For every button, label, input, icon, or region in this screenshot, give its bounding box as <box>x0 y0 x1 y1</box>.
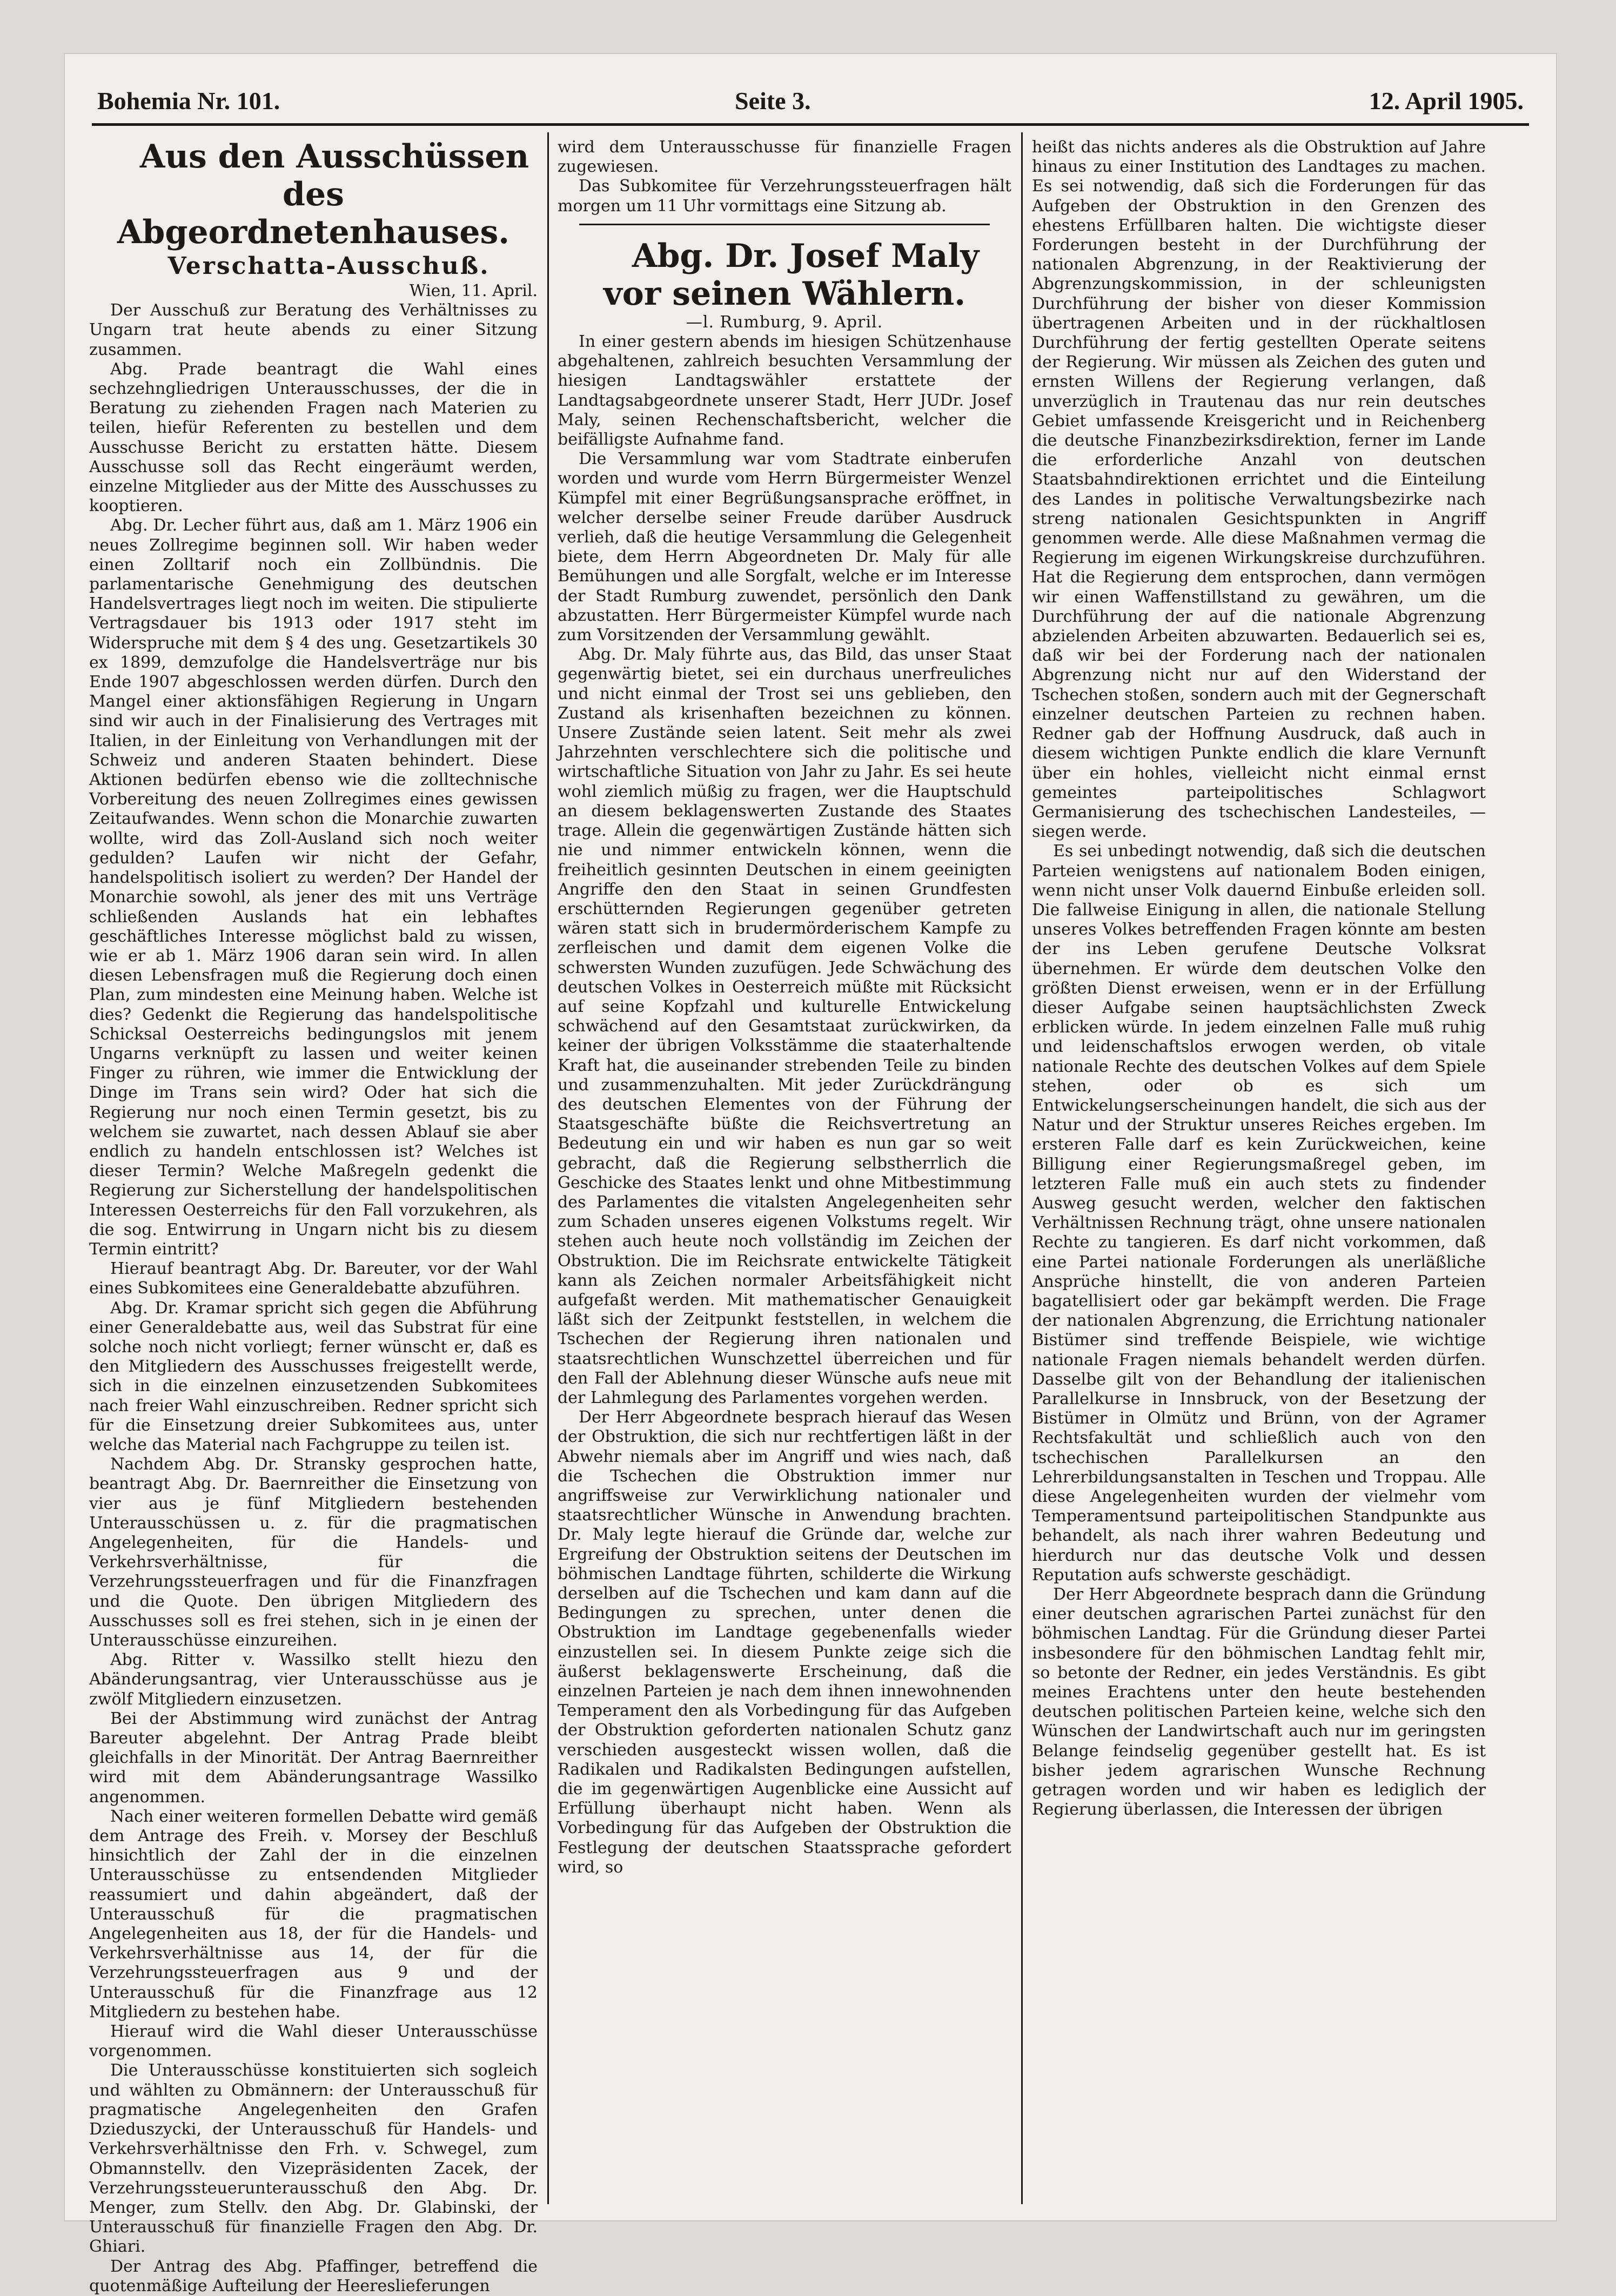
page-number: Seite 3. <box>735 87 811 115</box>
dateline: Wien, 11. April. <box>409 281 538 300</box>
paragraph: Abg. Dr. Lecher führt aus, daß am 1. März 1906 ein neues Zollregime beginnen soll. Wir haben weder einen Zolltarif noch ein Zollbündnis. Die parlamentarische Genehmigung des deutschen Handelsvertrages liegt noch im weiten. Die stipulierte Vertragsdauer bis 1913 oder 1917 steht im Widerspruche mit dem § 4 des ung. Gesetzartikels 30 ex 1899, demzufolge die Handelsverträge nur bis Ende 1907 abgeschlossen werden dürfen. Durch den Mangel einer aktionsfähigen Regierung in Ungarn sind wir auch in der Finalisierung des Vertrages mit Italien, in der Einleitung von Verhandlungen mit der Schweiz und anderen Staaten behindert. Diese Aktionen bedürfen ebenso wie die zolltechnische Vorbereitung des neuen Zollregimes eines gewissen Zeitaufwandes. Wenn schon die Monarchie zuwarten wollte, wird das Zoll-Ausland sich noch weiter gedulden? Laufen wir nicht der Gefahr, handelspolitisch isoliert zu werden? Der Handel der Monarchie sowohl, als jener des mit uns Verträge schließenden Auslands hat ein lebhaftes geschäftliches Interesse möglichst bald zu wissen, wie er ab 1. März 1906 daran sein wird. In allen diesen Lebensfragen muß die Regierung doch einen Plan, zum mindesten eine Meinung haben. Welche ist dies? Gedenkt die Regierung das handelspolitische Schicksal Oesterreichs bedingungslos mit jenem Ungarns verknüpft zu lassen und weiter keinen Finger zu rühren, wie immer die Entwicklung der Dinge im Trans sein wird? Oder hat sich die Regierung nur noch einen Termin gesetzt, bis zu welchem sie zuwartet, nach dessen Ablauf sie aber endlich zu handeln entschlossen ist? Welches ist dieser Termin? Welche Maßregeln gedenkt die Regierung zur Sicherstellung der handelspolitischen Interessen Oesterreichs für den Fall vorzukehren, als die sog. Entwirrung in Ungarn nicht bis zu diesem Termin eintritt? <box>89 516 538 1259</box>
column-2 <box>558 138 1011 2204</box>
paragraph: Abg. Dr. Maly führte aus, das Bild, das unser Staat gegenwärtig bietet, sei ein durchaus unerfreuliches und nicht einmal der Trost sei uns geblieben, den Zustand als krisenhaften bezeichnen zu können. Unsere Zustände seien latent. Seit mehr als zwei Jahrzehnten verschlechtere sich die politische und wirtschaftliche Situation von Jahr zu Jahr. Es sei heute wohl ziemlich müßig zu fragen, wer die Hauptschuld an diesem beklagenswerten Zustande des Staates trage. Allein die gegenwärtigen Zustände hätten sich nie und nimmer entwickeln können, wenn die freiheitlich gesinnten Deutschen in einem geeinigten Angriffe den den Staat in seinen Grundfesten erschütternden Regierungen gegenüber getreten wären statt sich in brudermörderischem Kampfe zu zerfleischen und damit dem eigenen Volke die schwersten Wunden zuzufügen. Jede Schwächung des deutschen Volkes in Oesterreich müßte mit Rücksicht auf seine Kopfzahl und kulturelle Entwickelung schwächend auf den Gesamtstaat zurückwirken, da keiner der übrigen Volksstämme die staaterhaltende Kraft hat, die auseinander strebenden Teile zu binden und zusammenzuhalten. Mit jeder Zurückdrängung des deutschen Elementes von der Führung der Staatsgeschäfte büßte die Reichsvertretung an Bedeutung ein und wir haben es nun gar so weit gebracht, daß die Regierung selbstherrlich die Geschicke des Staates lenkt und ohne Mitbestimmung des Parlamentes die vitalsten Angelegenheiten sehr zum Schaden unseres eigenen Volkstums regelt. Wir stehen auch heute noch vollständig im Zeichen der Obstruktion. Die im Reichsrate entwickelte Tätigkeit kann als Zeichen normaler Arbeitsfähigkeit nicht aufgefaßt werden. Mit mathematischer Genauigkeit läßt sich der Zeitpunkt feststellen, in welchem die Tschechen der Regierung ihren nationalen und staatsrechtlichen Wunschzettel überreichen und für den Fall der Ablehnung dieser Wünsche aufs neue mit der Lahmlegung des Parlamentes vorgehen werden. <box>558 645 1011 1407</box>
column-3 <box>1032 138 1486 2204</box>
paragraph: Die Versammlung war vom Stadtrate einberufen worden und wurde vom Herrn Bürgermeister Wenzel Kümpfel mit einer Begrüßungsansprache eröffnet, in welcher derselbe seiner Freude darüber Ausdruck verlieh, daß die heutige Versammlung die Gelegenheit biete, dem Herrn Abgeordneten Dr. Maly für alle Bemühungen und alle Sorgfalt, welche er im Interesse der Stadt Rumburg zuwendet, persönlich den Dank abzustatten. Herr Bürgermeister Kümpfel wurde nach zum Vorsitzenden der Versammlung gewählt. <box>558 449 1011 645</box>
paragraph: Hierauf beantragt Abg. Dr. Bareuter, vor der Wahl eines Subkomitees eine Generaldebatte abzuführen. <box>89 1259 538 1298</box>
paragraph: Nachdem Abg. Dr. Stransky gesprochen hatte, beantragt Abg. Dr. Baernreither die Einsetzung von vier aus je fünf Mitgliedern bestehenden Unterausschüssen u. z. für die pragmatischen Angelegenheiten, für die Handels- und Verkehrsverhältnisse, für die Verzehrungssteuerfragen und für die Finanzfragen und die Quote. Den übrigen Mitgliedern des Ausschusses soll es frei stehen, sich in je einen der Unterausschüsse einzureihen. <box>89 1455 538 1650</box>
paragraph: Nach einer weiteren formellen Debatte wird gemäß dem Antrage des Freih. v. Morsey der Beschluß hinsichtlich der Zahl der in die einzelnen Unterausschüsse zu entsendenden Mitglieder reassumiert und dahin abgeändert, daß der Unterausschuß für die pragmatischen Angelegenheiten aus 18, der für die Handels- und Verkehrsverhältnisse aus 14, der für die Verzehrungssteuerfragen aus 9 und der Unterausschuß für die Finanzfrage aus 12 Mitgliedern zu bestehen habe. <box>89 1807 538 2022</box>
paragraph: Bei der Abstimmung wird zunächst der Antrag Bareuter abgelehnt. Der Antrag Prade bleibt gleichfalls in der Minorität. Der Antrag Baernreither wird mit dem Abänderungsantrage Wassilko angenommen. <box>89 1709 538 1807</box>
article-separator <box>579 224 990 225</box>
paragraph: Der Herr Abgeordnete besprach hierauf das Wesen der Obstruktion, die sich nur rechtfertigen läßt in der Abwehr niemals aber im Angriff und wies nach, daß die Tschechen die Obstruktion immer nur angriffsweise zur Verwirklichung nationaler und staatsrechtlicher Wünsche in Anwendung brachten. Dr. Maly legte hierauf die Gründe dar, welche zur Ergreifung der Obstruktion seitens der Deutschen im böhmischen Landtage führten, schilderte die Wirkung derselben auf die Tschechen und kam dann auf die Bedingungen zu sprechen, unter denen die Obstruktion im Landtage gegebenenfalls wieder einzustellen sei. In diesem Punkte zeige sich die äußerst beklagenswerte Erscheinung, daß die einzelnen Parteien je nach dem ihnen innewohnenden Temperament den als Vorbedingung für das Aufgeben der Obstruktion geforderten nationalen Schutz ganz verschieden ausgesteckt wissen wollen, daß die Radikalen und Radikalsten Bedingungen aufstellen, die im gegenwärtigen Augenblicke eine Aussicht auf Erfüllung überhaupt nicht haben. Wenn als Vorbedingung für das Aufgeben der Obstruktion die Festlegung der deutschen Staatssprache gefordert wird, so <box>558 1408 1011 1877</box>
column-divider-2 <box>1021 132 1023 2204</box>
column-divider-1 <box>547 132 549 2204</box>
issue-date: 12. April 1905. <box>1369 87 1524 115</box>
article-subheading: Verschatta-Ausschuß. <box>167 252 490 280</box>
page-header <box>97 76 1524 124</box>
paragraph: Abg. Dr. Kramar spricht sich gegen die Abführung einer Generaldebatte aus, weil das Substrat für eine solche noch nicht vorliegt; ferner wünscht er, daß es den Mitgliedern des Ausschusses freigestellt werde, sich in die einzelnen einzusetzenden Subkomitees nach freier Wahl einzuschreiben. Redner spricht sich für die Einsetzung dreier Subkomitees aus, unter welche das Material nach Fachgruppe zu teilen ist. <box>89 1298 538 1454</box>
article-heading: Aus den Ausschüssen des Abgeordnetenhauses. <box>117 138 529 251</box>
paragraph: Der Ausschuß zur Beratung des Verhältnisses zu Ungarn trat heute abends zu einer Sitzung zusammen. <box>89 301 538 359</box>
paragraph: Der Antrag des Abg. Pfaffinger, betreffend die quotenmäßige Aufteilung der Heereslieferungen <box>89 2257 538 2295</box>
paragraph: Es sei unbedingt notwendig, daß sich die deutschen Parteien wenigstens auf nationalem Boden einigen, wenn nicht unser Volk dauernd Einbuße erleiden soll. Die fallweise Einigung in allen, die nationale Stellung unseres Volkes betreffenden Fragen könnte am besten der ins Leben gerufene Deutsche Volksrat übernehmen. Er würde dem deutschen Volke den größten Dienst erweisen, wenn er in der Erfüllung dieser Aufgabe seinen hauptsächlichsten Zweck erblicken würde. In jedem einzelnen Falle muß ruhig und leidenschaftslos erwogen werden, ob vitale nationale Rechte des deutschen Volkes auf dem Spiele stehen, oder ob es sich um Entwickelungserscheinungen handelt, die sich aus der Natur und der Struktur unseres Reiches ergeben. Im ersteren Falle darf es kein Zurückweichen, keine Billigung einer Regierungsmaßregel geben, im letzteren Falle muß ein auch stets zu findender Ausweg gesucht werden, welcher den faktischen Verhältnissen Rechnung trägt, ohne unsere nationalen Rechte zu tangieren. Es darf nicht vorkommen, daß eine Partei nationale Forderungen als unerläßliche Ansprüche hinstellt, die von anderen Parteien bagatellisiert oder gar bekämpft werden. Die Frage der nationalen Abgrenzung, die Errichtung nationaler Bistümer sind treffende Beispiele, wie wichtige nationale Fragen niemals behandelt werden dürfen. Dasselbe gilt von der Behandlung der italienischen Parallelkurse in Innsbruck, von der Besetzung der Bistümer in Olmütz und Brünn, von der Agramer Rechtsfakultät und schließlich auch von den tschechischen Parallelkursen an den Lehrerbildungsanstalten in Teschen und Troppau. Alle diese Angelegenheiten wurden der vielmehr vom Temperamentsund parteipolitischen Standpunkte aus behandelt, als nach ihrer wahren Bedeutung und hierdurch nur das deutsche Volk und dessen Reputation aufs schwerste geschädigt. <box>1032 842 1486 1585</box>
paragraph: heißt das nichts anderes als die Obstruktion auf Jahre hinaus zu einer Institution des Landtages zu machen. Es sei notwendig, daß sich die Forderungen für das Aufgeben der Obstruktion in den Grenzen des ehestens Erfüllbaren halten. Die wichtigste dieser Forderungen besteht in der Durchführung der nationalen Abgrenzung, in der Reaktivierung der Abgrenzungskommission, in der schleunigsten Durchführung der bisher von dieser Kommission übertragenen Arbeiten und in der rückhaltlosen Durchführung der fertig gestellten Operate seitens der Regierung. Wir müssen als Zeichen des guten und ernsten Willens der Regierung verlangen, daß unverzüglich in Trautenau das nur rein deutsches Gebiet umfassende Kreisgericht und in Reichenberg die deutsche Finanzbezirksdirektion, ferner im Lande die erforderliche Anzahl von deutschen Staatsbahndirektionen errichtet und die Einteilung des Landes in politische Verwaltungsbezirke nach streng nationalen Gesichtspunkten in Angriff genommen werde. Alle diese Maßnahmen vermag die Regierung im eigenen Wirkungskreise durchzuführen. Hat die Regierung dem entsprochen, dann vermögen wir einen Waffenstillstand zu gewähren, um die Durchführung der auf die nationale Abgrenzung abzielenden Arbeiten abzuwarten. Bedauerlich sei es, daß wir bei der Forderung nach der nationalen Abgrenzung nicht nur auf den Widerstand der Tschechen stoßen, sondern auch mit der Gegnerschaft einzelner deutschen Parteien zu rechnen haben. Redner gab der Hoffnung Ausdruck, daß auch in diesem wichtigen Punkte endlich die klare Vernunft über ein hohles, vielleicht nicht einmal ernst gemeintes parteipolitisches Schlagwort Germanisierung des tschechischen Landesteiles, — siegen werde. <box>1032 138 1486 842</box>
newspaper-issue: Bohemia Nr. 101. <box>97 87 280 115</box>
paragraph: Der Herr Abgeordnete besprach dann die Gründung einer deutschen agrarischen Partei zunächst für den böhmischen Landtag. Für die Gründung dieser Partei insbesondere für den böhmischen Landtag fehlt mir, so betonte der Redner, ein jedes Verständnis. Es gibt meines Erachtens unter den heute bestehenden deutschen politischen Parteien keine, welche sich den Wünschen der Landwirtschaft auch nur im geringsten Belange feindselig gegenüber gestellt hat. Es ist bisher jedem agrarischen Wunsche Rechnung getragen worden und wir haben es lediglich der Regierung überlassen, die Interessen der übrigen <box>1032 1585 1486 1820</box>
paragraph: Die Unterausschüsse konstituierten sich sogleich und wählten zu Obmännern: der Unterausschuß für pragmatische Angelegenheiten den Grafen Dzieduszycki, der Unterausschuß für Handels- und Verkehrsverhältnisse den Frh. v. Schwegel, zum Obmannstellv. den Vizepräsidenten Zacek, der Verzehrungssteuerunterausschuß den Abg. Dr. Menger, zum Stellv. den Abg. Dr. Glabinski, der Unterausschuß für finanzielle Fragen den Abg. Dr. Ghiari. <box>89 2061 538 2257</box>
paragraph: Abg. Prade beantragt die Wahl eines sechzehngliedrigen Unterausschusses, der die in Beratung zu ziehenden Fragen nach Materien zu teilen, hiefür Referenten zu bestellen und dem Ausschusse Bericht zu erstatten hätte. Diesem Ausschusse soll das Recht eingeräumt werden, einzelne Mitglieder aus der Mitte des Ausschusses zu kooptieren. <box>89 359 538 516</box>
article-heading: Abg. Dr. Josef Maly vor seinen Wählern. <box>603 237 980 313</box>
paragraph: In einer gestern abends im hiesigen Schützenhause abgehaltenen, zahlreich besuchten Versammlung der hiesigen Landtagswähler erstattete der Landtagsabgeordnete unserer Stadt, Herr JUDr. Josef Maly, seinen Rechenschaftsbericht, welcher die beifälligste Aufnahme fand. <box>558 332 1011 449</box>
header-rule <box>92 123 1529 126</box>
paragraph: Hierauf wird die Wahl dieser Unterausschüsse vorgenommen. <box>89 2022 538 2061</box>
paragraph: wird dem Unterausschusse für finanzielle Fragen zugewiesen. <box>558 138 1011 177</box>
newspaper-page <box>65 54 1556 2295</box>
dateline: —l. Rumburg, 9. April. <box>686 312 883 332</box>
paragraph: Das Subkomitee für Verzehrungssteuerfragen hält morgen um 11 Uhr vormittags eine Sitzung ab. <box>558 177 1011 216</box>
paragraph: Abg. Ritter v. Wassilko stellt hiezu den Abänderungsantrag, vier Unterausschüsse aus je zwölf Mitgliedern einzusetzen. <box>89 1650 538 1709</box>
column-1 <box>89 138 538 2295</box>
